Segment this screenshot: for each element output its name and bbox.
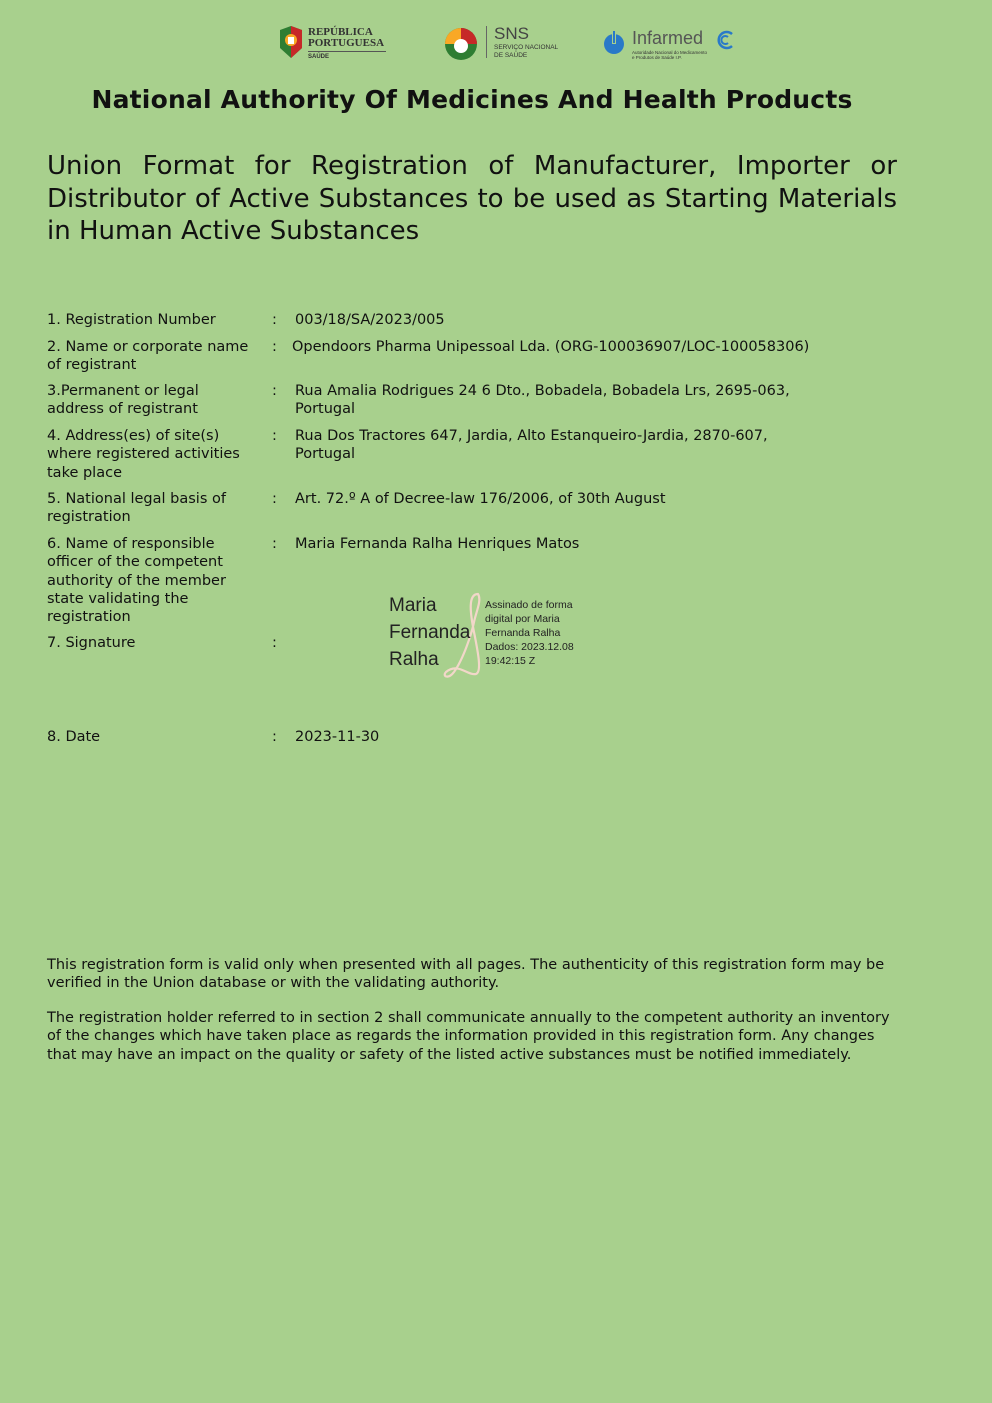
republica-line3: SAÚDE	[308, 54, 330, 60]
footer-reporting-note: The registration holder referred to in section 2 shall communicate annually to the competent authority an inventory of the changes which have taken place as regards the information provided in this registration form. Any changes that may have an impact on the quality or safety of the listed active substances must be notified immediately.	[47, 1010, 890, 1063]
republica-divider	[308, 51, 386, 52]
signature-info-line: Assinado de forma	[485, 599, 573, 611]
infarmed-emblem-icon	[602, 28, 628, 58]
digital-signature[interactable]	[386, 592, 586, 682]
field-separator: :	[272, 383, 277, 399]
field-label: 7. Signature	[47, 635, 136, 651]
signature-name-line2: Fernanda	[389, 622, 471, 643]
coat-of-arms-icon	[278, 26, 304, 60]
field-value: Rua Amalia Rodrigues 24 6 Dto., Bobadela, Bobadela Lrs, 2695-063, Portugal	[295, 383, 790, 418]
field-value: Opendoors Pharma Unipessoal Lda. (ORG-100036907/LOC-100058306)	[292, 339, 810, 355]
sns-line1: SERVIÇO NACIONAL	[494, 44, 559, 51]
sns-title: SNS	[494, 24, 529, 43]
field-value: Rua Dos Tractores 647, Jardia, Alto Estanqueiro-Jardia, 2870-607, Portugal	[295, 428, 768, 463]
field-label: 4. Address(es) of site(s) where registered activities take place	[47, 428, 240, 481]
field-value: 2023-11-30	[295, 729, 380, 745]
signature-name-line3: Ralha	[389, 649, 439, 670]
field-value: Maria Fernanda Ralha Henriques Matos	[295, 536, 580, 552]
field-separator: :	[272, 428, 277, 444]
field-label: 3.Permanent or legal address of registrant	[47, 383, 199, 418]
republica-line1: REPÚBLICA	[308, 26, 373, 38]
signature-info-line: digital por Maria	[485, 613, 560, 625]
field-label: 2. Name or corporate name of registrant	[47, 339, 249, 374]
sns-line2: DE SAÚDE	[494, 52, 528, 59]
field-separator: :	[272, 635, 277, 651]
footer-validity-note: This registration form is valid only when presented with all pages. The authenticity of this registration form may be verified in the Union database or with the validating authority.	[47, 957, 885, 992]
page-title: National Authority Of Medicines And Health Products	[91, 85, 853, 114]
republica-line2: PORTUGUESA	[308, 37, 385, 49]
infarmed-line2: e Produtos de Saúde I.P.	[632, 55, 682, 60]
sns-emblem-icon	[442, 27, 480, 61]
infarmed-title: Infarmed	[632, 28, 704, 48]
republica-portuguesa-logo	[278, 24, 408, 64]
form-subtitle: Union Format for Registration of Manufacturer, Importer or Distributor of Active Substances to be used as Starting Materials in Human Active Substances	[47, 151, 897, 246]
field-separator: :	[272, 339, 277, 355]
sns-divider	[486, 26, 487, 58]
field-value: 003/18/SA/2023/005	[295, 312, 445, 328]
field-separator: :	[272, 536, 277, 552]
field-label: 1. Registration Number	[47, 312, 216, 328]
infarmed-logo	[602, 24, 742, 64]
field-label: 5. National legal basis of registration	[47, 491, 226, 526]
signature-info-line: Dados: 2023.12.08	[485, 641, 574, 653]
signature-name-line1: Maria	[389, 595, 437, 616]
infarmed-arc-icon	[714, 29, 736, 51]
signature-info-line: Fernanda Ralha	[485, 627, 561, 639]
field-value: Art. 72.º A of Decree-law 176/2006, of 30th August	[295, 491, 666, 507]
infarmed-line1: Autoridade Nacional do Medicamento	[632, 50, 708, 55]
signature-info-line: 19:42:15 Z	[485, 655, 536, 667]
signature-info	[485, 598, 574, 668]
field-label: 6. Name of responsible officer of the competent authority of the member state validating the registration	[47, 536, 226, 626]
field-separator: :	[272, 491, 277, 507]
field-label: 8. Date	[47, 729, 101, 745]
header-logos	[0, 24, 992, 64]
sns-logo	[442, 24, 562, 64]
field-separator: :	[272, 729, 277, 745]
field-separator: :	[272, 312, 277, 328]
